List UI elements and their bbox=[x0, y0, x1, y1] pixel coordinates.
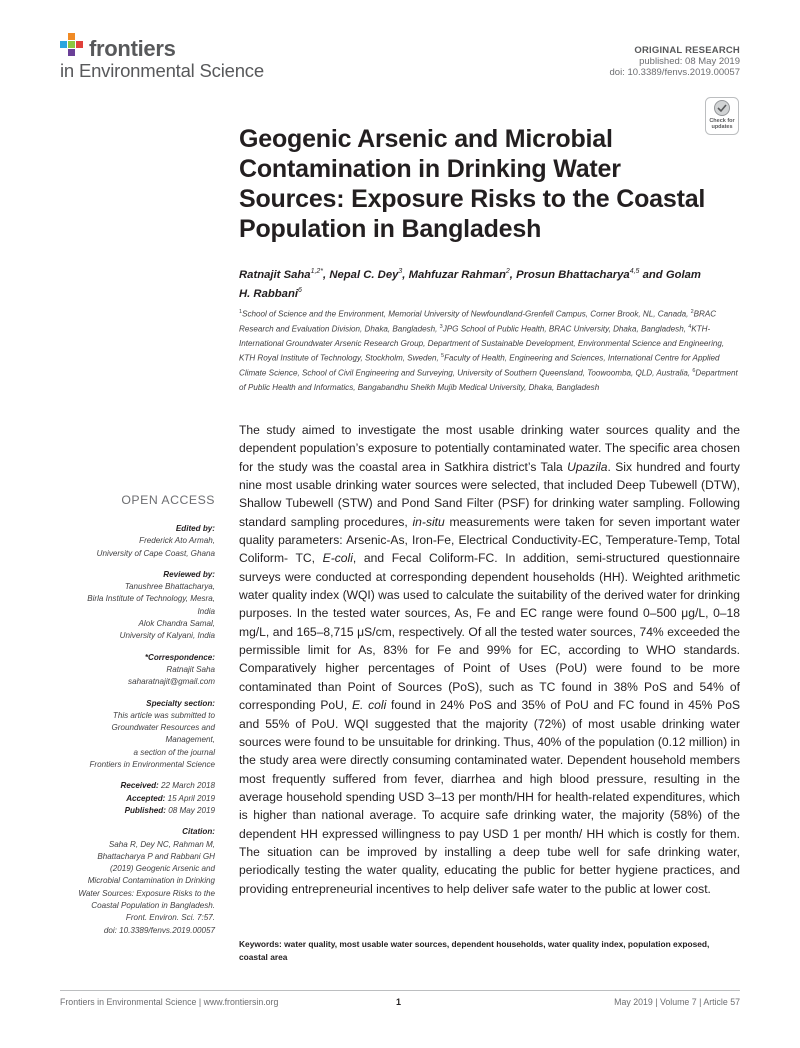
author-affiliation-marker: 3 bbox=[398, 268, 403, 275]
author-name[interactable]: Mahfuzar Rahman bbox=[408, 268, 506, 281]
affiliations bbox=[239, 306, 739, 394]
specialty-section-line: This article was submitted to bbox=[112, 710, 215, 720]
correspondence-label: *Correspondence: bbox=[144, 652, 215, 662]
date-label: Published: bbox=[124, 805, 166, 815]
specialty-section bbox=[60, 710, 215, 771]
specialty-section-line: Management, bbox=[165, 735, 215, 745]
abstract-segment: measurements were taken for seven important water quality parameters: Arsenic-As, Iron-Fe, Electrical Conductivity-EC, Temperature-Temp, Total Coliform- TC, bbox=[239, 514, 740, 566]
correspondence bbox=[60, 664, 215, 689]
logo-square-green bbox=[68, 41, 75, 48]
logo-square-red bbox=[76, 41, 83, 48]
author-separator: and bbox=[639, 268, 666, 281]
edited-by-line: Frederick Ato Armah, bbox=[139, 536, 215, 546]
abstract bbox=[239, 421, 740, 898]
article-dates bbox=[60, 780, 215, 817]
citation-label: Citation: bbox=[182, 827, 215, 837]
footer-journal-link[interactable]: Frontiers in Environmental Science | www.frontiersin.org bbox=[60, 997, 279, 1007]
abstract-segment: E. coli bbox=[351, 698, 387, 713]
author-list bbox=[239, 264, 709, 302]
check-for-updates-label[interactable]: Check for updates bbox=[709, 118, 735, 130]
doi-link[interactable]: doi: 10.3389/fenvs.2019.00057 bbox=[609, 67, 740, 78]
citation bbox=[60, 839, 215, 937]
page-number: 1 bbox=[396, 997, 402, 1007]
reviewed-by bbox=[60, 581, 215, 642]
abstract-segment: , and Fecal Coliform-FC. In addition, semi-structured questionnaire surveys were conducted at corresponding dependent households (HH). Weighted arithmetic water quality index (WQI) was used to calculate the suitability of the derived water for drinking purposes. In the tested water sources, As, Fe and EC range were found 0–500 μg/L, 0–18 mg/L, and 165–8,715 μS/cm, respectively. Of all the tested water sources, 74% exceeded the permissible limit for As, 83% for Fe and 99% for EC, according to WHO standards. Comparatively higher percentages of Point of Uses (PoU) were found to be more contaminated than Point of Sources (PoS), such as TC found in 38% PoS and 54% of corresponding PoU, bbox=[239, 551, 741, 713]
footer-issue-info: May 2019 | Volume 7 | Article 57 bbox=[614, 997, 740, 1007]
journal-name: in Environmental Science bbox=[60, 60, 264, 81]
reviewed-by-line: Alok Chandra Samal, bbox=[138, 619, 215, 629]
affiliation-marker: 6 bbox=[692, 368, 696, 375]
citation-line: Front. Environ. Sci. 7:57. bbox=[125, 913, 215, 923]
citation-line: doi: 10.3389/fenvs.2019.00057 bbox=[103, 925, 215, 935]
edited-by-label: Edited by: bbox=[175, 524, 215, 533]
abstract-segment: in-situ bbox=[412, 514, 445, 529]
keywords bbox=[239, 938, 740, 964]
reviewed-by-line: Tanushree Bhattacharya, bbox=[124, 582, 215, 592]
footer-divider bbox=[60, 990, 740, 991]
date-value: 15 April 2019 bbox=[165, 793, 215, 803]
citation-line: Water Sources: Exposure Risks to the bbox=[78, 888, 215, 898]
author-name[interactable]: Ratnajit Saha bbox=[239, 268, 311, 281]
affiliation-marker: 1 bbox=[239, 309, 243, 315]
author-separator: , bbox=[402, 268, 409, 281]
specialty-section-line: Frontiers in Environmental Science bbox=[89, 760, 215, 770]
citation-line: Microbial Contamination in Drinking bbox=[87, 876, 215, 886]
author-name[interactable]: Golam H. Rabbani bbox=[239, 268, 701, 300]
correspondence-line: Ratnajit Saha bbox=[166, 664, 215, 674]
date-value: 22 March 2018 bbox=[158, 781, 215, 791]
article-info-sidebar bbox=[60, 492, 215, 937]
affiliation-marker: 3 bbox=[439, 324, 443, 331]
date-entry bbox=[60, 793, 215, 805]
keywords-label: Keywords: bbox=[239, 939, 282, 949]
correspondence-line[interactable]: saharatnajit@gmail.com bbox=[128, 677, 215, 687]
author-name[interactable]: Nepal C. Dey bbox=[329, 268, 399, 281]
date-label: Received: bbox=[120, 781, 159, 791]
reviewed-by-line: Birla Institute of Technology, Mesra, bbox=[87, 594, 215, 604]
affiliation-marker: 2 bbox=[690, 309, 694, 315]
affiliation-text: Department of Public Health and Informatics, Bangabandhu Sheikh Mujib Medical University, Dhaka, Bangladesh bbox=[239, 369, 738, 392]
author-affiliation-marker: 4,5 bbox=[629, 268, 640, 275]
edited-by bbox=[60, 535, 215, 560]
date-value: 08 May 2019 bbox=[165, 805, 215, 815]
citation-line: Saha R, Dey NC, Rahman M, bbox=[108, 839, 215, 849]
abstract-segment: found in 24% PoS and 35% of PoU and FC found in 45% PoS and 55% of PoU. WQI suggested that the majority (72%) of most usable drinking water sources were found to be unsuitable for drinking. Thus, 40% of the population (0.12 million) in the study area were directly consuming contaminated water. Dependent household members most frequently suffered from fever, diarrhea and high blood pressure, resulting in the average household spending USD 3–13 per month/HH for health-related expenditures, which is higher than national average. To acquire safe drinking water, the majority (58%) of the dependent HH expressed willingness to pay USD 1 per month/ HH which is costly for them. The situation can be improved by installing a deep tube well for safe drinking water, periodically testing the water quality, educating the public for better hygiene practices, and providing entrepreneurial incentives to help deliver safe water to the public at lower cost. bbox=[239, 698, 741, 896]
author-separator: , bbox=[509, 268, 517, 281]
published-date: published: 08 May 2019 bbox=[639, 56, 740, 67]
author-name[interactable]: Prosun Bhattacharya bbox=[516, 268, 630, 281]
author-affiliation-marker: 1,2* bbox=[310, 268, 324, 275]
citation-line: (2019) Geogenic Arsenic and bbox=[110, 864, 215, 874]
abstract-segment: Upazila bbox=[567, 459, 608, 474]
date-entry bbox=[60, 805, 215, 817]
affiliation-text: Faculty of Health, Engineering and Sciences, International Centre for Applied Climate Science, School of Civil Engineering and Surveying, University of Southern Queensland, Toowoomba, QLD, Australia, bbox=[239, 353, 720, 379]
brand-name: frontiers bbox=[89, 36, 176, 61]
edited-by-line: University of Cape Coast, Ghana bbox=[96, 548, 215, 558]
reviewed-by-label: Reviewed by: bbox=[163, 569, 215, 579]
article-title: Geogenic Arsenic and Microbial Contamination in Drinking Water Sources: Exposure Risks to the Coastal Population in Bangladesh bbox=[239, 125, 706, 243]
abstract-segment: . Six hundred and fourty nine most usable drinking water sources were selected, that included Deep Tubewell (DTW), Shallow Tubewell (STW) and Pond Sand Filter (PSF) for drinking water sampling. Following standard sampling procedures, bbox=[239, 459, 740, 529]
abstract-segment: E-coli bbox=[322, 551, 353, 566]
citation-line: Bhattacharya P and Rabbani GH bbox=[97, 851, 215, 861]
frontiers-logo-icon bbox=[60, 33, 90, 63]
keywords-text: water quality, most usable water sources, dependent households, water quality index, population exposed, coastal area bbox=[239, 939, 710, 962]
logo-square-blue bbox=[60, 41, 67, 48]
date-label: Accepted: bbox=[126, 793, 166, 803]
affiliation-marker: 5 bbox=[441, 353, 445, 360]
affiliation-marker: 4 bbox=[688, 324, 692, 331]
author-affiliation-marker: 2 bbox=[505, 268, 510, 275]
logo-square-orange bbox=[68, 33, 75, 40]
date-entry bbox=[60, 780, 215, 792]
reviewed-by-line: University of Kalyani, India bbox=[119, 631, 215, 641]
affiliation-text: School of Science and the Environment, Memorial University of Newfoundland-Grenfell Campus, Corner Brook, NL, Canada, bbox=[242, 309, 689, 319]
abstract-segment: The study aimed to investigate the most usable drinking water sources quality and the dependent population’s exposure to potentially contaminated water. The specific area chosen for the study was the coastal area in Satkhira district’s Tala bbox=[239, 423, 740, 474]
author-separator: , bbox=[323, 268, 330, 281]
author-affiliation-marker: 6 bbox=[298, 286, 302, 294]
reviewed-by-line: India bbox=[197, 606, 215, 616]
specialty-section-label: Specialty section: bbox=[146, 698, 215, 708]
specialty-section-line: Groundwater Resources and bbox=[111, 723, 215, 733]
article-type: ORIGINAL RESEARCH bbox=[634, 45, 740, 56]
logo-square-purple bbox=[68, 49, 75, 56]
affiliation-text: JPG School of Public Health, BRAC University, Dhaka, Bangladesh, bbox=[442, 324, 686, 334]
affiliation-text: KTH-International Groundwater Arsenic Research Group, Department of Sustainable Development, Environmental Science and Engineering, KTH Royal Institute of Technology, Stockholm, Sweden, bbox=[239, 324, 725, 363]
citation-line: Coastal Population in Bangladesh. bbox=[91, 901, 215, 911]
specialty-section-line: a section of the journal bbox=[133, 747, 215, 757]
affiliation-text: BRAC Research and Evaluation Division, Dhaka, Bangladesh, bbox=[239, 309, 717, 334]
open-access-label: OPEN ACCESS bbox=[121, 493, 215, 507]
